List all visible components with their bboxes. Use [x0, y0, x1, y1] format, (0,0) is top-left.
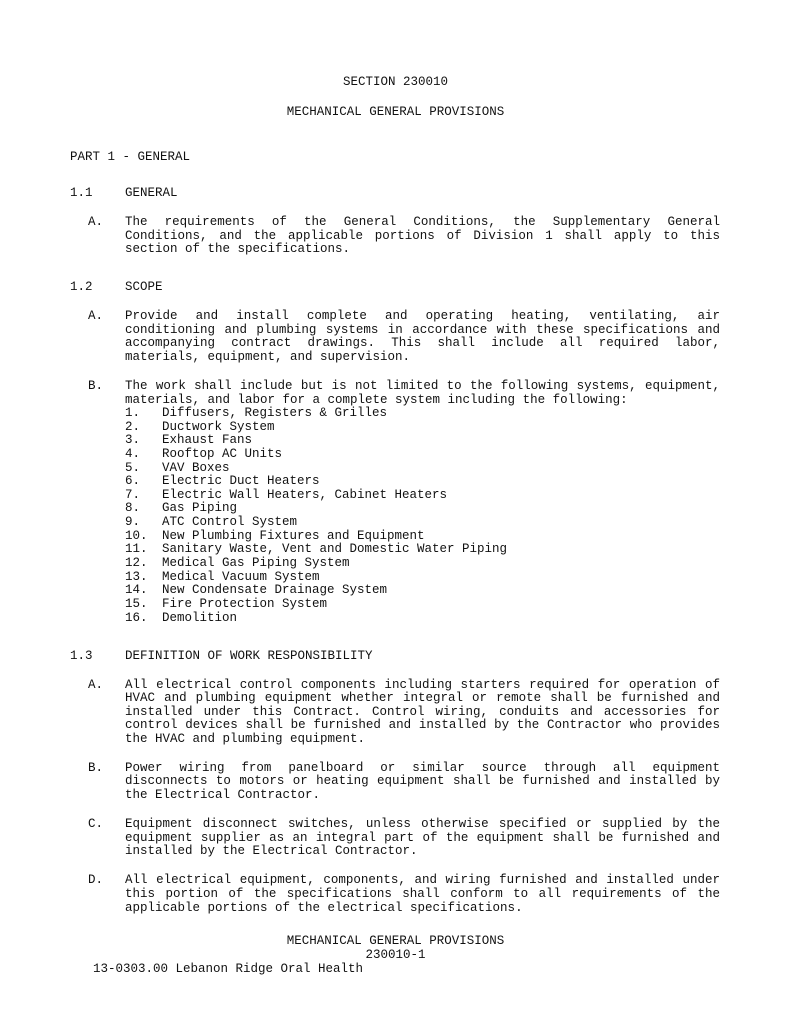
footer-project: 13-0303.00 Lebanon Ridge Oral Health: [93, 962, 364, 976]
paragraph-letter: D.: [88, 873, 104, 887]
paragraph-line: Equipment disconnect switches, unless otherwise specified or supplied by the: [125, 817, 720, 831]
article-1-2-number: 1.2: [70, 280, 93, 294]
article-1-1-title: GENERAL: [125, 186, 178, 200]
list-item: 6. Electric Duct Heaters: [125, 474, 320, 489]
article-1-2-title: SCOPE: [125, 280, 163, 294]
list-item: 12. Medical Gas Piping System: [125, 556, 350, 571]
list-item: 5. VAV Boxes: [125, 460, 230, 475]
paragraph-line: All electrical control components including starters required for operation of: [125, 678, 720, 692]
paragraph-line: applicable portions of the electrical specifications.: [125, 901, 523, 915]
paragraph-line: Conditions, and the applicable portions of Division 1 shall apply to this: [125, 229, 720, 243]
scope-list: [125, 407, 507, 625]
article-1-3-title: DEFINITION OF WORK RESPONSIBILITY: [125, 649, 373, 663]
paragraph-line: HVAC and plumbing equipment whether integral or remote shall be furnished and: [125, 691, 720, 705]
list-item: 9. ATC Control System: [125, 515, 298, 530]
part-heading: PART 1 - GENERAL: [70, 150, 191, 164]
section-number: SECTION 230010: [342, 75, 449, 89]
list-item: 2. Ductwork System: [125, 419, 275, 434]
paragraph-line: disconnects to motors or heating equipment shall be furnished and installed by: [125, 774, 720, 788]
paragraph-line: conditioning and plumbing systems in accordance with these specifications and: [125, 323, 720, 337]
list-item: 16. Demolition: [125, 610, 238, 625]
paragraph-letter: A.: [88, 678, 104, 692]
paragraph-line: Power wiring from panelboard or similar source through all equipment: [125, 761, 720, 775]
list-item: 14. New Condensate Drainage System: [125, 583, 388, 598]
paragraph-line: The work shall include but is not limited to the following systems, equipment,: [125, 379, 720, 393]
list-item: 7. Electric Wall Heaters, Cabinet Heaters: [125, 487, 448, 502]
article-1-3-number: 1.3: [70, 649, 93, 663]
paragraph-line: materials, equipment, and supervision.: [125, 350, 411, 364]
paragraph-letter: B.: [88, 761, 104, 775]
paragraph-letter: C.: [88, 817, 104, 831]
paragraph-line: Provide and install complete and operating heating, ventilating, air: [125, 309, 720, 323]
list-item: 13. Medical Vacuum System: [125, 569, 320, 584]
paragraph-line: installed by the Electrical Contractor.: [125, 844, 418, 858]
list-item: 4. Rooftop AC Units: [125, 446, 283, 461]
paragraph-letter: A.: [88, 215, 104, 229]
list-item: 1. Diffusers, Registers & Grilles: [125, 406, 388, 420]
list-item: 15. Fire Protection System: [125, 596, 328, 611]
paragraph-line: equipment supplier as an integral part of the equipment shall be furnished and: [125, 831, 720, 845]
paragraph-line: The requirements of the General Conditions, the Supplementary General: [125, 215, 720, 229]
paragraph-line: the HVAC and plumbing equipment.: [125, 732, 366, 746]
paragraph-line: control devices shall be furnished and installed by the Contractor who provides: [125, 718, 720, 732]
article-1-1-number: 1.1: [70, 186, 93, 200]
paragraph-line: this portion of the specifications shall conform to all requirements of the: [125, 887, 720, 901]
list-item: 11. Sanitary Waste, Vent and Domestic Water Piping: [125, 542, 508, 557]
paragraph-line: section of the specifications.: [125, 242, 351, 256]
list-item: 8. Gas Piping: [125, 501, 238, 516]
paragraph-line: the Electrical Contractor.: [125, 788, 321, 802]
paragraph-line: installed under this Contract. Control wiring, conduits and accessories for: [125, 705, 720, 719]
paragraph-letter: A.: [88, 309, 104, 323]
list-item: 3. Exhaust Fans: [125, 433, 253, 448]
footer-title: MECHANICAL GENERAL PROVISIONS: [286, 934, 505, 948]
paragraph-letter: B.: [88, 379, 104, 393]
paragraph-line: accompanying contract drawings. This shall include all required labor,: [125, 336, 720, 350]
paragraph-line: materials, and labor for a complete system including the following:: [125, 393, 628, 407]
list-item: 10. New Plumbing Fixtures and Equipment: [125, 528, 425, 543]
section-title: MECHANICAL GENERAL PROVISIONS: [286, 105, 505, 119]
paragraph-line: All electrical equipment, components, and wiring furnished and installed under: [125, 873, 720, 887]
footer-page-number: 230010-1: [365, 948, 426, 962]
